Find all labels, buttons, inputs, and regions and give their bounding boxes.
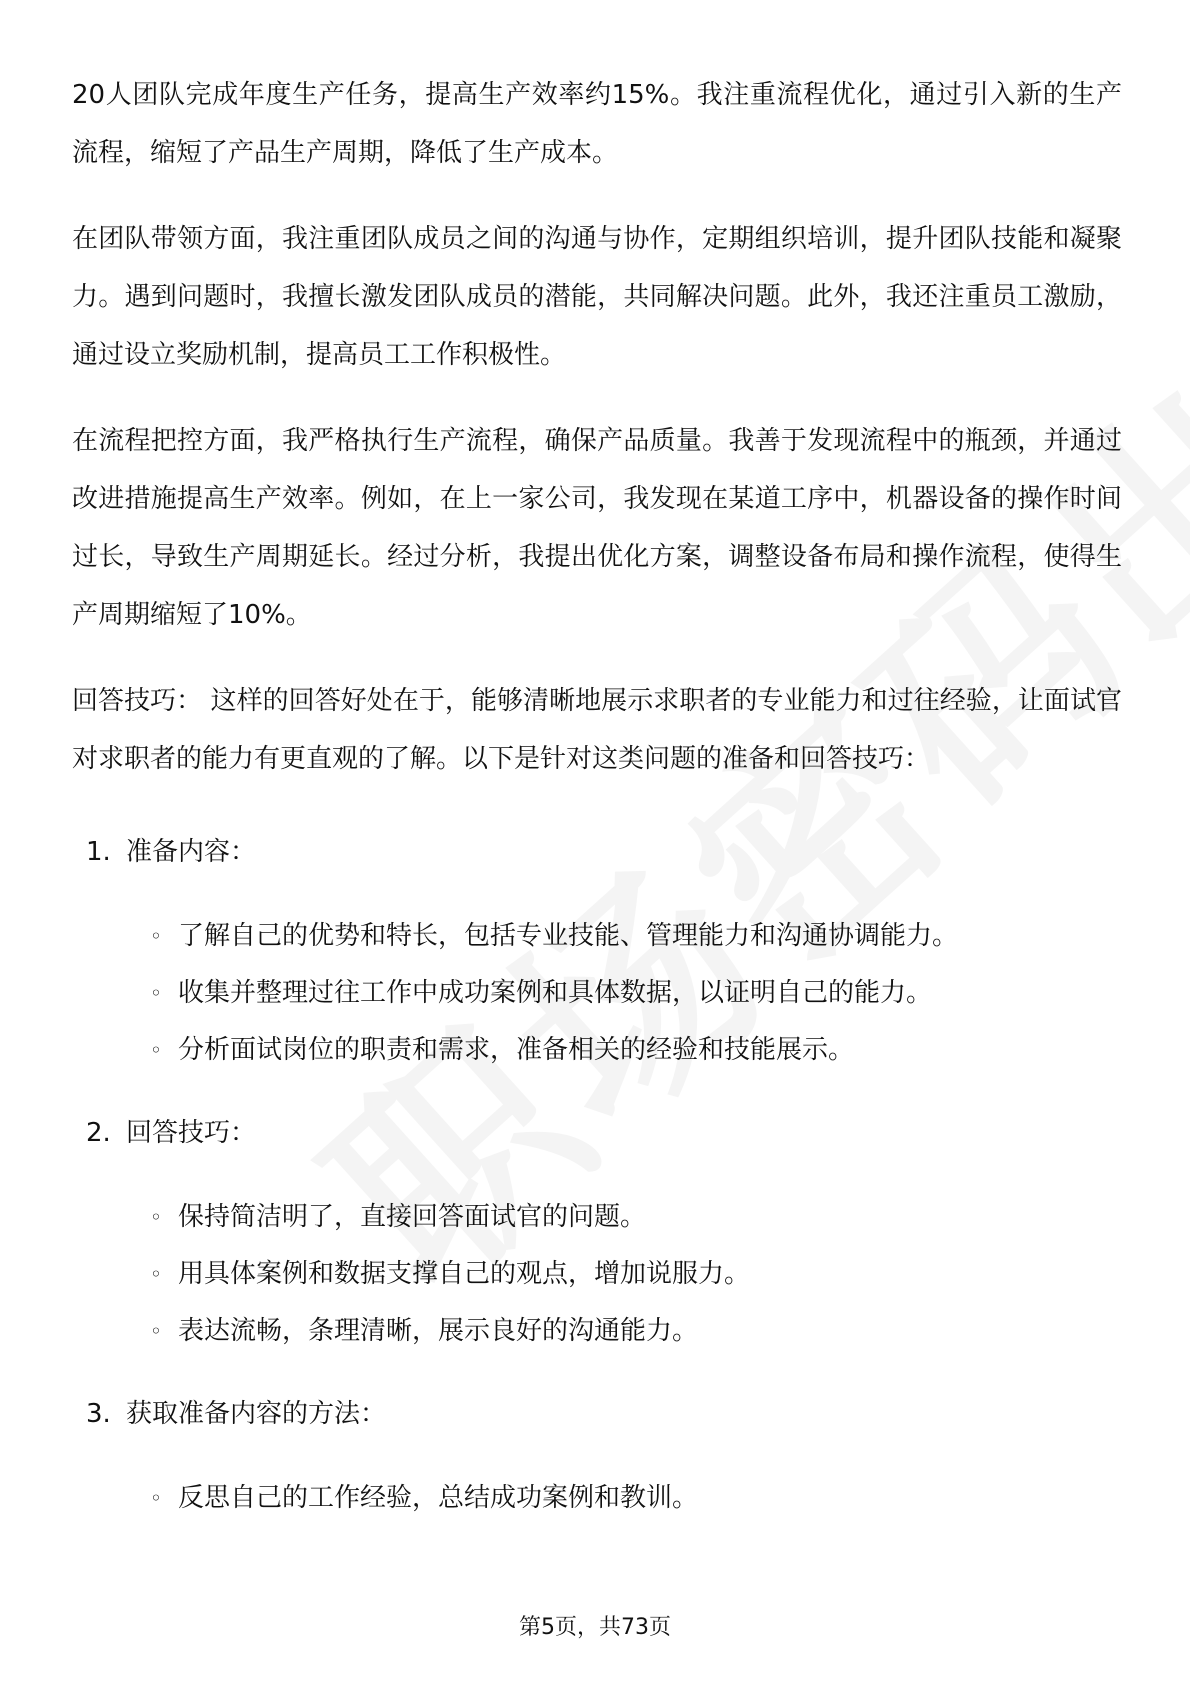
list-item — [150, 1189, 1122, 1246]
list-item-text: 了解自己的优势和特长，包括专业技能、管理能力和沟通协调能力。 — [178, 921, 959, 951]
section-number: 2. — [86, 1118, 111, 1148]
section-title-preparation — [86, 832, 1122, 872]
section-number: 1. — [86, 837, 111, 867]
bullet-list-answer-tips — [72, 1189, 1122, 1360]
list-item — [150, 1246, 1122, 1303]
list-item-text: 收集并整理过往工作中成功案例和具体数据，以证明自己的能力。 — [178, 978, 933, 1008]
bullet-icon: ◦ — [150, 1319, 162, 1343]
section-heading: 回答技巧： — [126, 1118, 257, 1148]
paragraph-production-results: 20人团队完成年度生产任务，提高生产效率约15%。我注重流程优化，通过引入新的生产流程，缩短了产品生产周期，降低了生产成本。 — [72, 80, 1122, 168]
list-item — [150, 1470, 1122, 1527]
list-item — [150, 965, 1122, 1022]
bullet-icon: ◦ — [150, 981, 162, 1005]
section-number: 3. — [86, 1399, 111, 1429]
list-item-text: 表达流畅，条理清晰，展示良好的沟通能力。 — [178, 1316, 699, 1346]
list-item-text: 反思自己的工作经验，总结成功案例和教训。 — [178, 1483, 699, 1513]
document-body — [72, 66, 1122, 1561]
paragraph-process-control: 在流程把控方面，我严格执行生产流程，确保产品质量。我善于发现流程中的瓶颈，并通过改进措施提高生产效率。例如，在上一家公司，我发现在某道工序中，机器设备的操作时间过长，导致生产周期延长。经过分析，我提出优化方案，调整设备布局和操作流程，使得生产周期缩短了10%。 — [72, 426, 1122, 630]
bullet-icon: ◦ — [150, 1205, 162, 1229]
list-item-text: 用具体案例和数据支撑自己的观点，增加说服力。 — [178, 1259, 751, 1289]
bullet-icon: ◦ — [150, 1262, 162, 1286]
page-number-footer: 第5页，共73页 — [519, 1615, 671, 1640]
section-heading: 准备内容： — [126, 837, 257, 867]
list-item — [150, 1303, 1122, 1360]
section-heading: 获取准备内容的方法： — [126, 1399, 387, 1429]
list-item-text: 保持简洁明了，直接回答面试官的问题。 — [178, 1202, 647, 1232]
section-title-methods — [86, 1394, 1122, 1434]
bullet-icon: ◦ — [150, 924, 162, 948]
bullet-list-preparation — [72, 908, 1122, 1079]
section-title-answer-tips — [86, 1113, 1122, 1153]
bullet-list-methods — [72, 1470, 1122, 1527]
list-item — [150, 908, 1122, 965]
paragraph-answer-tips: 回答技巧： 这样的回答好处在于，能够清晰地展示求职者的专业能力和过往经验，让面试官对求职者的能力有更直观的了解。以下是针对这类问题的准备和回答技巧： — [72, 686, 1122, 774]
bullet-icon: ◦ — [150, 1486, 162, 1510]
list-item-text: 分析面试岗位的职责和需求，准备相关的经验和技能展示。 — [178, 1035, 855, 1065]
list-item — [150, 1022, 1122, 1079]
paragraph-team-leadership: 在团队带领方面，我注重团队成员之间的沟通与协作，定期组织培训，提升团队技能和凝聚力。遇到问题时，我擅长激发团队成员的潜能，共同解决问题。此外，我还注重员工激励，通过设立奖励机制，提高员工工作积极性。 — [72, 224, 1122, 370]
bullet-icon: ◦ — [150, 1038, 162, 1062]
